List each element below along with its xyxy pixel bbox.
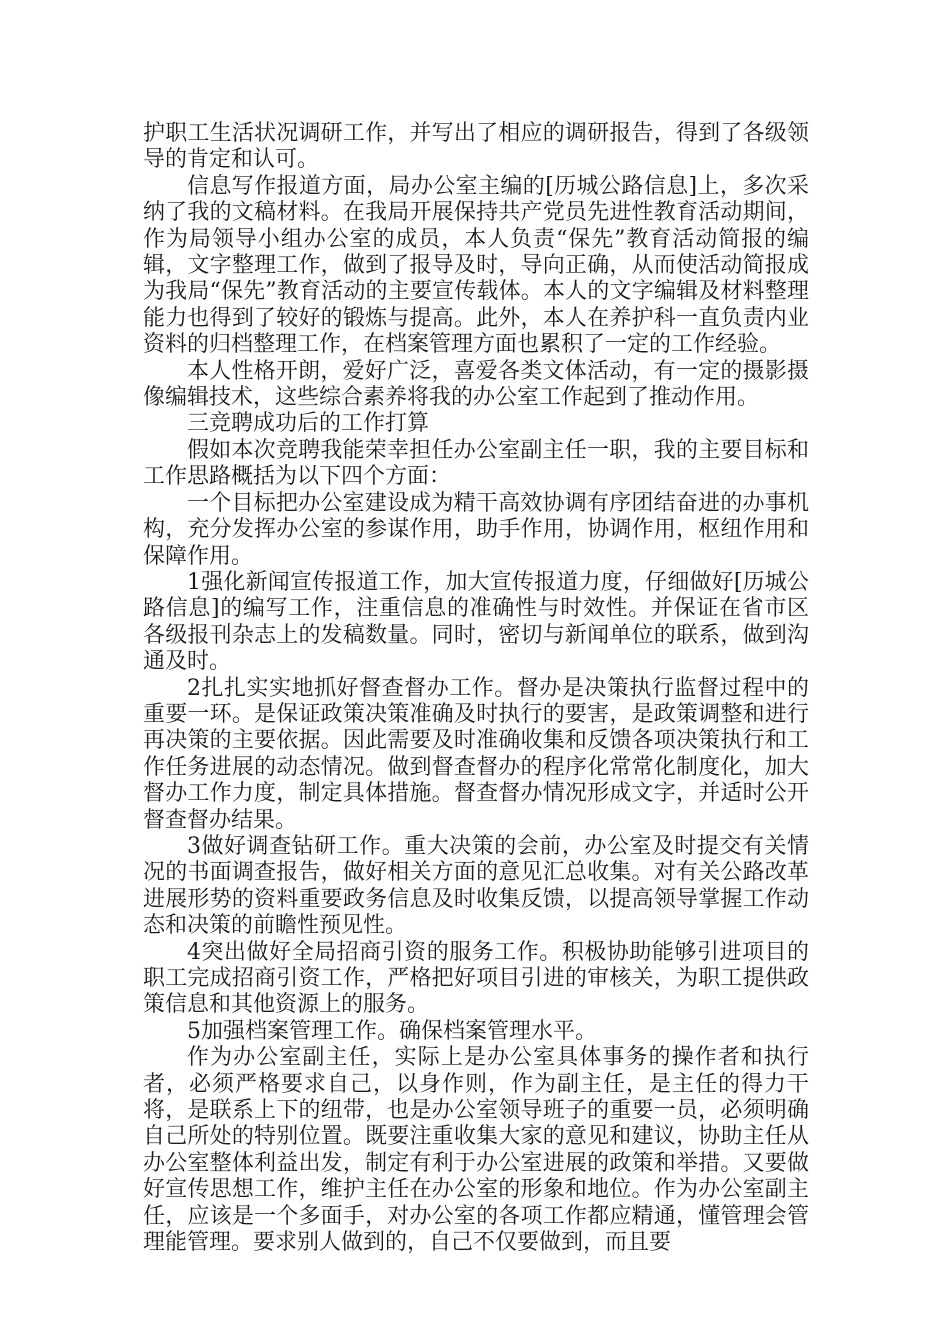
paragraph-item-4: 4突出做好全局招商引资的服务工作。积极协助能够引进项目的职工完成招商引资工作，严格把好项目引进的审核关，为职工提供政策信息和其他资源上的服务。: [143, 939, 809, 1018]
paragraph-continuation: 护职工生活状况调研工作，并写出了相应的调研报告，得到了各级领导的肯定和认可。: [143, 121, 809, 173]
paragraph-role: 作为办公室副主任，实际上是办公室具体事务的操作者和执行者，必须严格要求自己，以身作则，作为副主任，是主任的得力干将，是联系上下的纽带，也是办公室领导班子的重要一员，必须明确自己所处的特别位置。既要注重收集大家的意见和建议，协助主任从办公室整体利益出发，制定有利于办公室进展的政策和举措。又要做好宣传思想工作，维护主任在办公室的形象和地位。作为办公室副主任，应该是一个多面手，对办公室的各项工作都应精通，懂管理会管理能管理。要求别人做到的，自己不仅要做到，而且要: [143, 1045, 809, 1256]
paragraph-item-5: 5加强档案管理工作。确保档案管理水平。: [187, 1018, 597, 1044]
paragraph-goal: 一个目标把办公室建设成为精干高效协调有序团结奋进的办事机构，充分发挥办公室的参谋作用，助手作用，协调作用，枢纽作用和保障作用。: [143, 490, 809, 569]
paragraph-intro-goals: 假如本次竞聘我能荣幸担任办公室副主任一职，我的主要目标和工作思路概括为以下四个方面：: [143, 437, 809, 490]
paragraph-info-writing: 信息写作报道方面，局办公室主编的[历城公路信息]上，多次采纳了我的文稿材料。在我局开展保持共产党员先进性教育活动期间，作为局领导小组办公室的成员，本人负责“保先”教育活动简报的编辑，文字整理工作，做到了报导及时，导向正确，从而使活动简报成为我局“保先”教育活动的主要宣传载体。本人的文字编辑及材料整理能力也得到了较好的锻炼与提高。此外，本人在养护科一直负责内业资料的归档整理工作，在档案管理方面也累积了一定的工作经验。: [143, 173, 809, 358]
paragraph-item-2: 2扎扎实实地抓好督查督办工作。督办是决策执行监督过程中的重要一环。是保证政策决策准确及时执行的要害，是政策调整和进行再决策的主要依据。因此需要及时准确收集和反馈各项决策执行和工作任务进展的动态情况。做到督查督办的程序化常常化制度化，加大督办工作力度，制定具体措施。督查督办情况形成文字，并适时公开督查督办结果。: [143, 675, 809, 833]
paragraph-item-1: 1强化新闻宣传报道工作，加大宣传报道力度，仔细做好[历城公路信息]的编写工作，注重信息的准确性与时效性。并保证在省市区各级报刊杂志上的发稿数量。同时，密切与新闻单位的联系，做到沟通及时。: [143, 569, 809, 675]
section-heading-plans: 三竞聘成功后的工作打算: [187, 411, 430, 437]
document-body: [143, 121, 809, 1256]
paragraph-personality: 本人性格开朗，爱好广泛，喜爱各类文体活动，有一定的摄影摄像编辑技术，这些综合素养将我的办公室工作起到了推动作用。: [143, 358, 809, 411]
paragraph-item-3: 3做好调查钻研工作。重大决策的会前，办公室及时提交有关情况的书面调查报告，做好相关方面的意见汇总收集。对有关公路改革进展形势的资料重要政务信息及时收集反馈，以提高领导掌握工作动态和决策的前瞻性预见性。: [143, 833, 809, 939]
